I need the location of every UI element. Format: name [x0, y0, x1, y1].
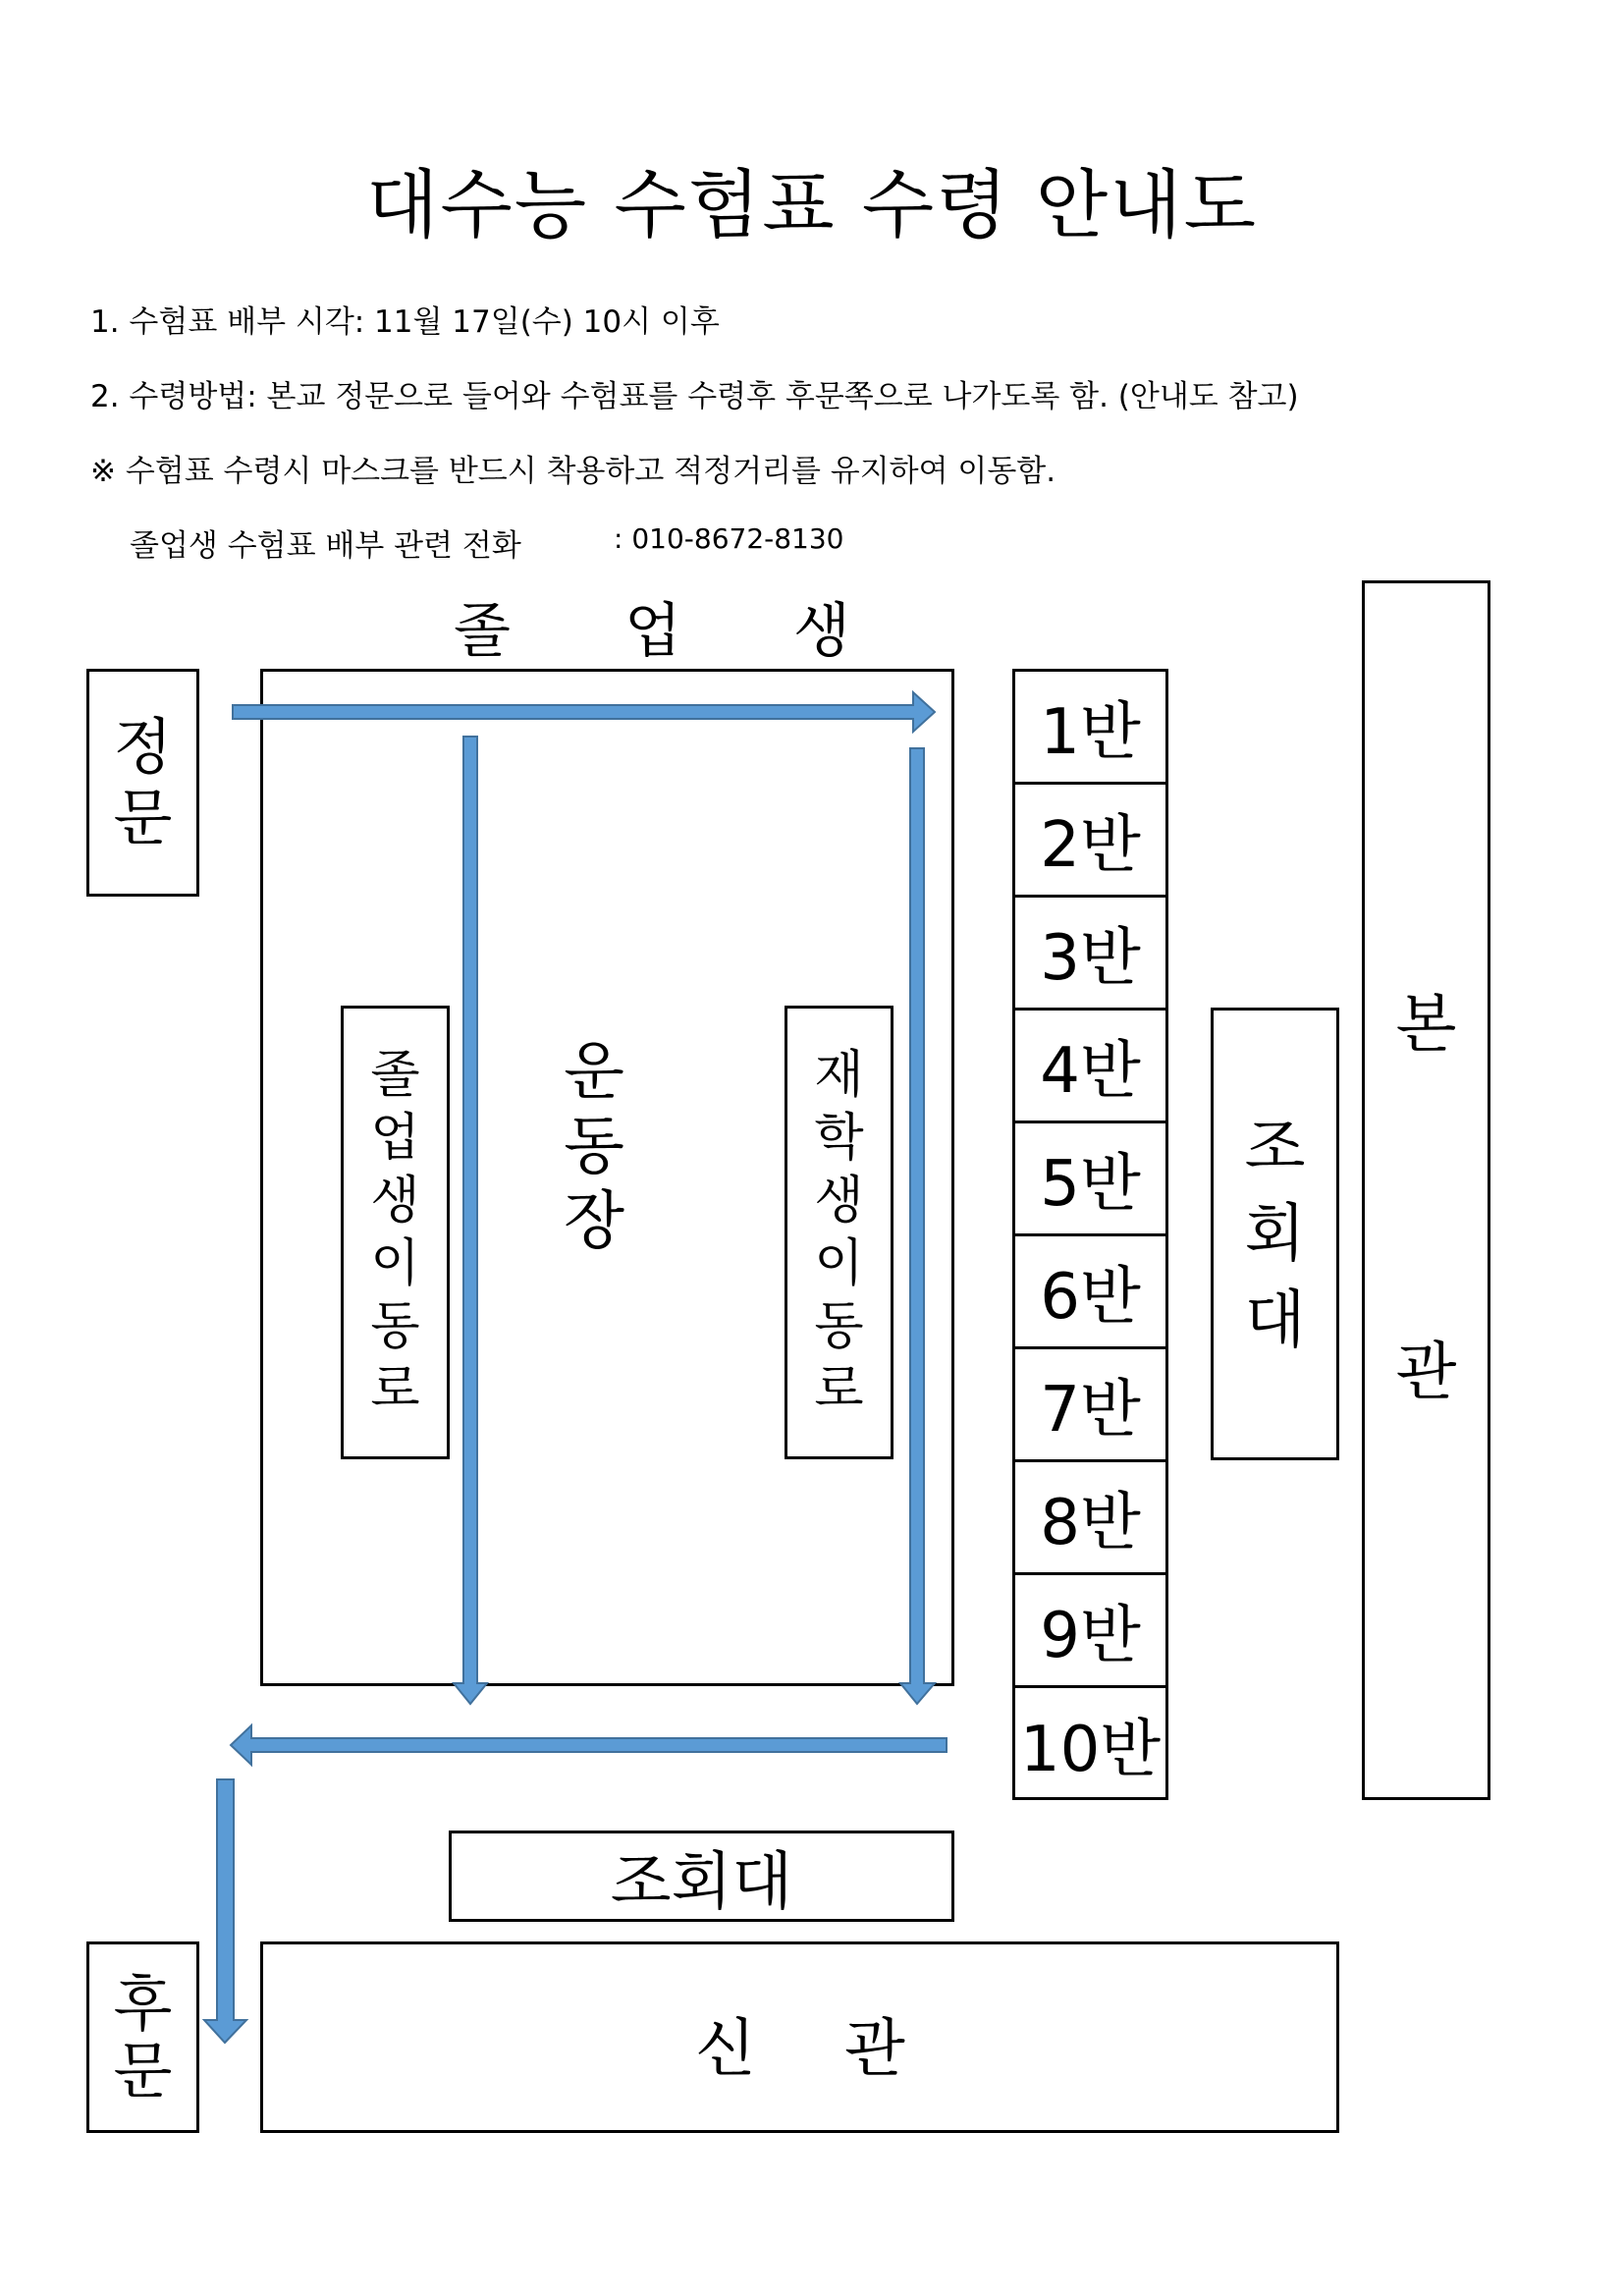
phone-number: : 010-8672-8130 [614, 522, 844, 555]
classroom-8: 8반 [1015, 1462, 1165, 1575]
student-path-char: 생 [814, 1172, 864, 1230]
main-gate-char: 문 [113, 782, 173, 853]
student-path-char: 학 [814, 1109, 864, 1168]
arrow-back-gate-down [204, 1779, 246, 2043]
main-gate-char: 정 [113, 711, 173, 783]
classroom-1: 1반 [1015, 672, 1165, 785]
graduates-header-char-3: 생 [793, 597, 850, 666]
podium-char: 조 [1244, 1111, 1306, 1184]
sports-field-char: 장 [564, 1185, 624, 1258]
graduates-header-char-2: 업 [624, 597, 681, 666]
graduate-path-char: 생 [370, 1172, 420, 1230]
classroom-4: 4반 [1015, 1011, 1165, 1123]
classroom-2: 2반 [1015, 785, 1165, 898]
arrow-student-path-down [900, 748, 935, 1704]
student-path-char: 재 [814, 1046, 864, 1105]
arrow-exit-left [231, 1725, 947, 1765]
student-path-char: 로 [814, 1360, 864, 1419]
student-path-char: 동 [814, 1297, 864, 1356]
podium-char: 대 [1244, 1284, 1306, 1357]
graduate-path-char: 동 [370, 1297, 420, 1356]
info-line-method: 2. 수령방법: 본교 정문으로 들어와 수험표를 수령후 후문쪽으로 나가도록 함. (안내도 참고) [90, 379, 1299, 414]
classroom-7: 7반 [1015, 1349, 1165, 1462]
sports-field-char: 운 [564, 1036, 624, 1109]
classroom-5: 5반 [1015, 1123, 1165, 1236]
classroom-10: 10반 [1019, 1714, 1162, 1786]
back-gate-char: 후 [113, 1967, 173, 2040]
new-building-char-1: 신 [695, 2013, 756, 2086]
graduate-path-char: 이 [370, 1234, 420, 1293]
info-line-notice: ※ 수험표 수령시 마스크를 반드시 착용하고 적정거리를 유지하여 이동함. [90, 454, 1056, 489]
classroom-9: 9반 [1015, 1575, 1165, 1688]
main-building-char-2: 관 [1395, 1337, 1457, 1409]
graduate-path-char: 로 [370, 1360, 420, 1419]
graduate-path-char: 업 [370, 1109, 420, 1168]
main-building-char-1: 본 [1395, 989, 1457, 1062]
graduate-path-char: 졸 [370, 1046, 420, 1105]
arrow-entrance-right [233, 692, 935, 732]
classroom-6: 6반 [1015, 1236, 1165, 1349]
back-gate-char: 문 [113, 2034, 173, 2106]
student-path-char: 이 [814, 1234, 864, 1293]
page-title: 대수능 수험표 수령 안내도 [365, 161, 1259, 248]
graduates-header-char-1: 졸 [454, 597, 511, 666]
sports-field-char: 동 [564, 1111, 624, 1183]
new-building-char-2: 관 [844, 2013, 905, 2086]
classroom-3: 3반 [1015, 898, 1165, 1011]
phone-label: 졸업생 수험표 배부 관련 전화 [130, 528, 521, 564]
info-line-time: 1. 수험표 배부 시각: 11월 17일(수) 10시 이후 [90, 304, 720, 340]
podium-horizontal: 조회대 [449, 1831, 954, 1922]
podium-char: 회 [1244, 1197, 1306, 1271]
arrow-graduate-path-down [454, 737, 487, 1704]
